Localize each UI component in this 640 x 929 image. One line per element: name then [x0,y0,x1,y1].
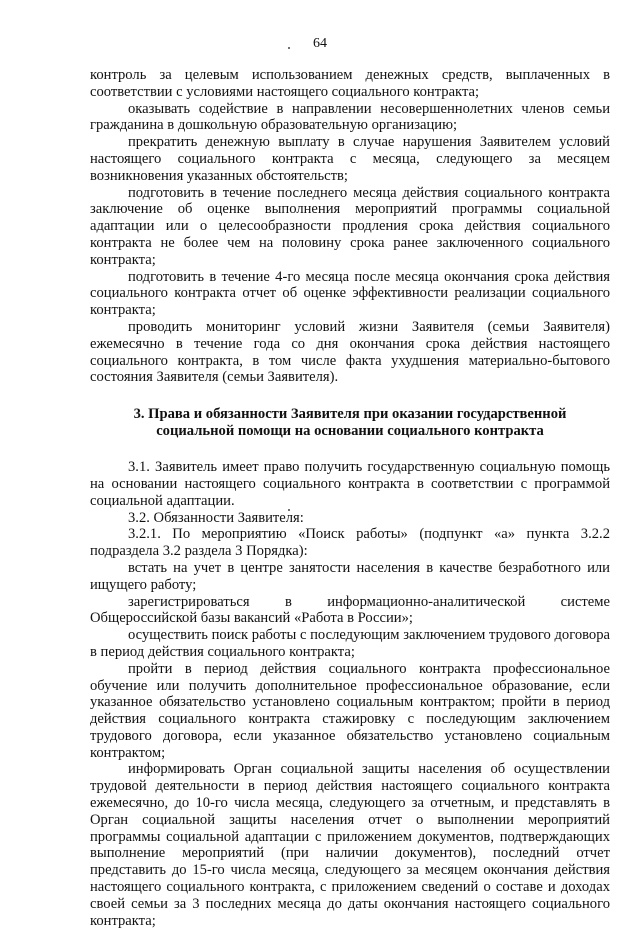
paragraph: пройти в период действия социального контракта профессиональное обучение или получить дополнительное профессиональное образование, если указанное обязательство установлено социальным контрактом; пройти в период действия социального контракта стажировку с последующим заключением трудового договора, если указанное обязательство установлено социальным контрактом; [90,660,610,761]
section-heading [90,406,610,440]
paragraph: информировать Орган социальной защиты населения об осуществлении трудовой деятельности в период действия настоящего социального контракта ежемесячно, до 10-го числа месяца, следующего за отчетным, и представлять в Орган социальной защиты населения отчет о выполнении мероприятий программы социальной адаптации с приложением документов, подтверждающих выполнение мероприятий (при наличии документов), последний отчет представить до 15-го числа месяца, следующего за месяцем окончания действия настоящего социального контракта, с приложением сведений о составе и доходах своей семьи за 3 последних месяца до даты окончания настоящего социального контракта; [90,761,610,929]
paragraph: проводить мониторинг условий жизни Заявителя (семьи Заявителя) ежемесячно в течение года со дня окончания срока действия настоящего социального контракта, в том числе факта ухудшения материально-бытового состояния Заявителя (семьи Заявителя). [90,318,610,386]
paragraph: встать на учет в центре занятости населения в качестве безработного или ищущего работу; [90,559,610,593]
paragraph: 3.2. Обязанности Заявителя: [128,509,304,526]
section-heading-line: социальной помощи на основании социального контракта [156,423,544,440]
paragraph: контроль за целевым использованием денежных средств, выплаченных в соответствии с условиями настоящего социального контракта; [90,67,610,100]
paragraph: зарегистрироваться в информационно-аналитической системе Общероссийской базы вакансий «Работа в России»; [90,593,610,627]
document-body [90,67,610,929]
paragraph: подготовить в течение последнего месяца действия социального контракта заключение об оценке выполнения мероприятий программы социальной адаптации или о целесообразности продления срока действия социального контракта не более чем на половину срока ранее заключенного социального контракта; [90,184,610,268]
section-heading-line: 3. Права и обязанности Заявителя при оказании государственной [133,406,567,423]
paragraph: 3.1. Заявитель имеет право получить государственную социальную помощь на основании настоящего социального контракта в соответствии с программой социальной адаптации. [90,459,610,509]
paragraph: осуществить поиск работы с последующим заключением трудового договора в период действия социального контракта; [90,627,610,660]
page-number: 64 [313,36,327,51]
paragraph: оказывать содействие в направлении несовершеннолетних членов семьи гражданина в дошкольную образовательную организацию; [90,100,610,134]
paragraph: прекратить денежную выплату в случае нарушения Заявителем условий настоящего социального контракта с месяца, следующего за месяцем возникновения указанных обстоятельств; [90,134,610,184]
paragraph: подготовить в течение 4-го месяца после месяца окончания срока действия социального контракта отчет об оценке эффективности реализации социального контракта; [90,268,610,319]
paragraph: 3.2.1. По мероприятию «Поиск работы» (подпункт «а» пункта 3.2.2 подраздела 3.2 раздела 3 Порядка): [90,526,610,560]
